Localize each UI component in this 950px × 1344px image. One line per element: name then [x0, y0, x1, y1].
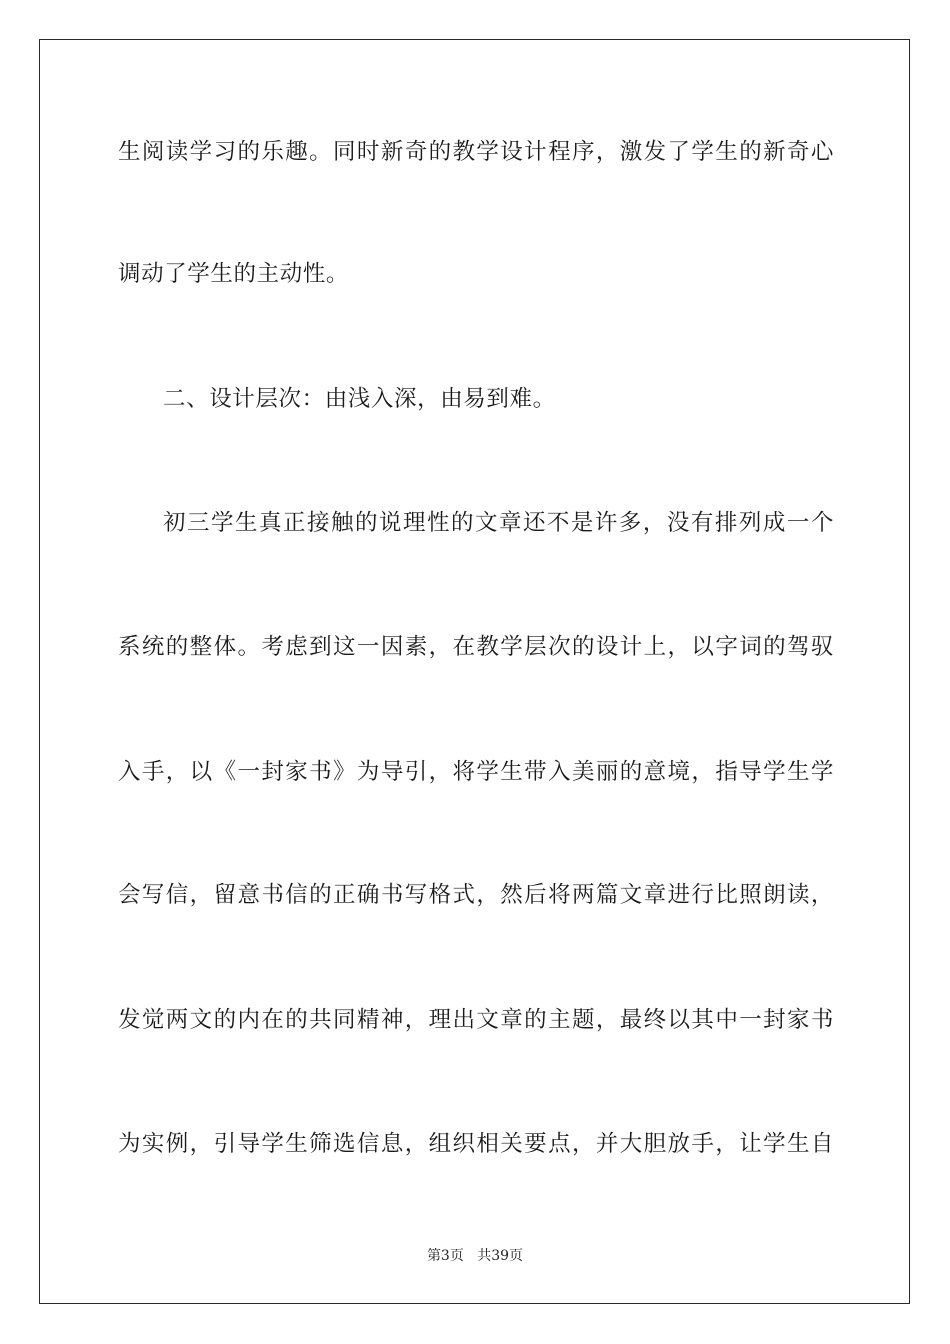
page-footer: [0, 1246, 950, 1266]
text-line-5: 系统的整体。考虑到这一因素，在教学层次的设计上，以字词的驾驭: [118, 634, 834, 660]
text-line-1: 生阅读学习的乐趣。同时新奇的教学设计程序，激发了学生的新奇心: [118, 139, 834, 165]
text-line-7: 会写信，留意书信的正确书写格式，然后将两篇文章进行比照朗读，: [118, 882, 834, 908]
text-line-8: 发觉两文的内在的共同精神，理出文章的主题，最终以其中一封家书: [118, 1007, 834, 1033]
page-total: 共39页: [477, 1248, 524, 1264]
page-number: 第3页: [426, 1248, 464, 1264]
text-line-2: 调动了学生的主动性。: [118, 261, 350, 287]
section-heading: 二、设计层次：由浅入深，由易到难。: [163, 386, 556, 412]
text-line-6: 入手，以《一封家书》为导引，将学生带入美丽的意境，指导学生学: [118, 759, 834, 785]
text-line-4: 初三学生真正接触的说理性的文章还不是许多，没有排列成一个: [163, 510, 834, 536]
text-line-9: 为实例，引导学生筛选信息，组织相关要点，并大胆放手，让学生自: [118, 1131, 834, 1157]
page-border: [39, 39, 910, 1304]
